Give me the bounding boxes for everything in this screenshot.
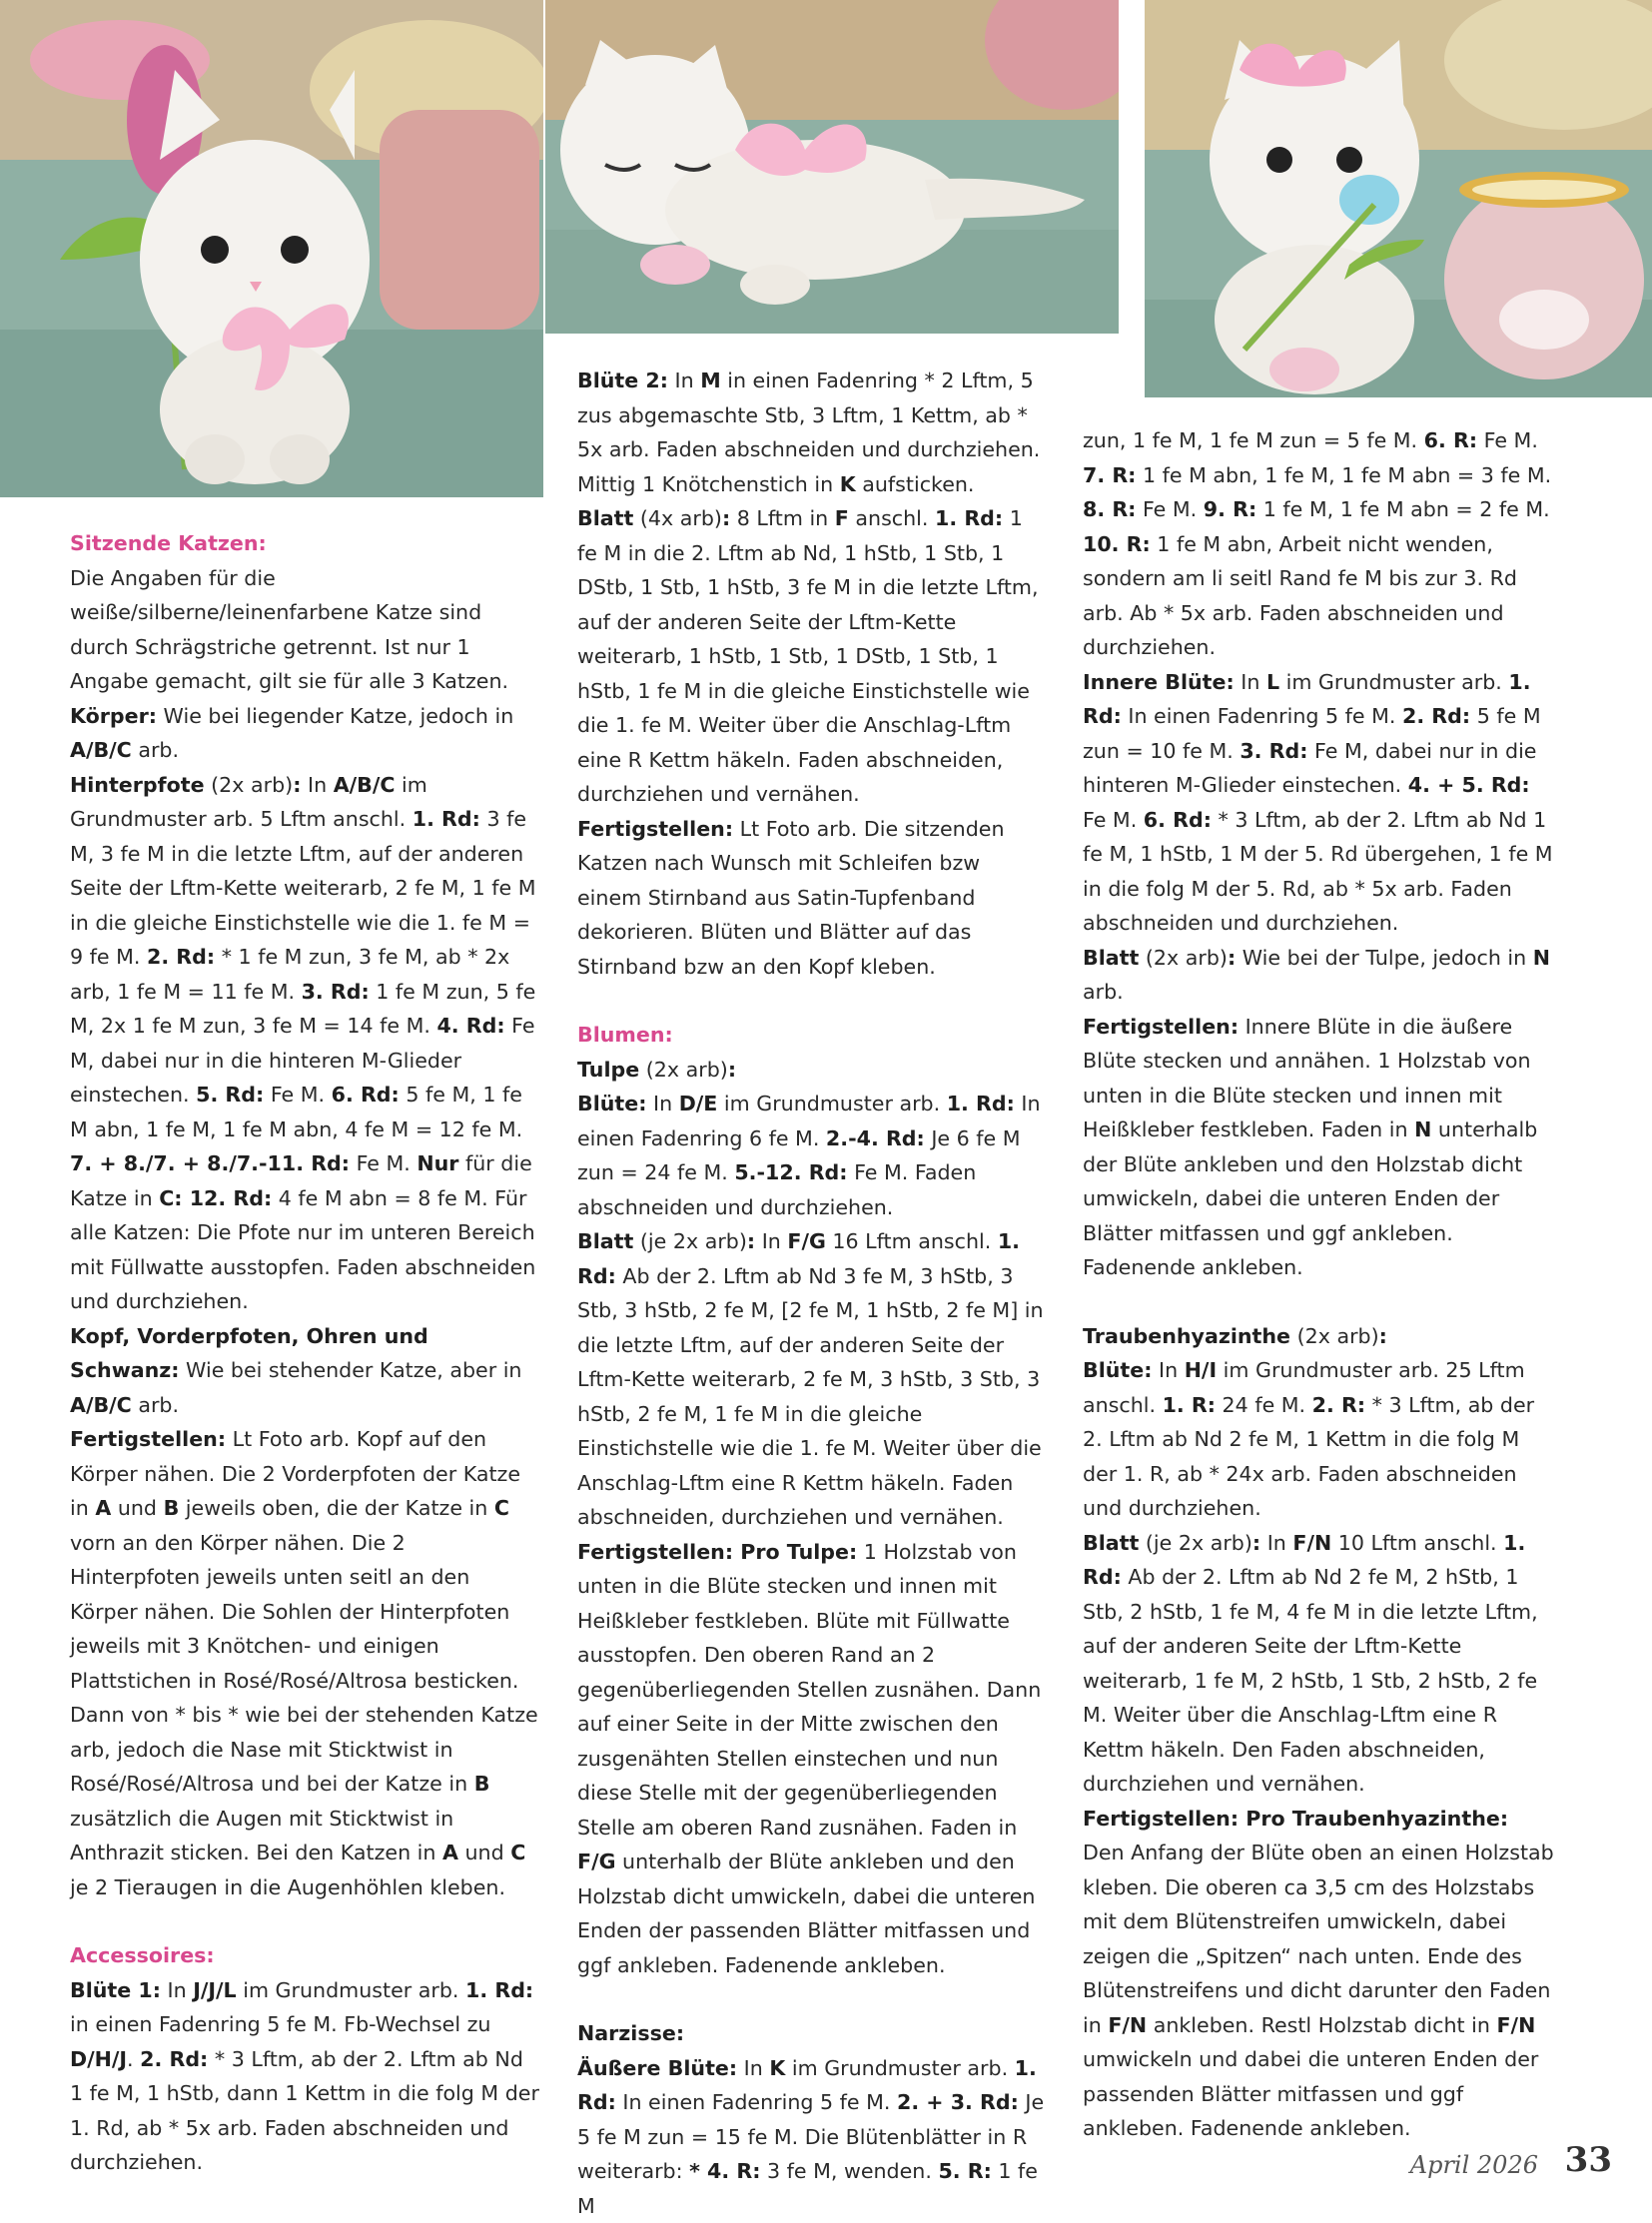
- text-column-3: [1083, 423, 1556, 2146]
- paragraph-aeussere-bluete-cont: zun, 1 fe M, 1 fe M zun = 5 fe M. 6. R: Fe M. 7. R: 1 fe M abn, 1 fe M, 1 fe M abn = 3 fe M. 8. R: Fe M. 9. R: 1 fe M, 1 fe M abn = 2 fe M. 10. R: 1 fe M abn, Arbeit nicht wenden, sondern am li seitl Rand fe M bis zur 3. Rd arb. Ab * 5x arb. Faden abschneiden und durchziehen.: [1083, 423, 1556, 665]
- paragraph-narzisse-blatt: Blatt (2x arb): Wie bei der Tulpe, jedoch in N arb.: [1083, 941, 1556, 1010]
- paragraph-kopf: Kopf, Vorderpfoten, Ohren und Schwanz: Wie bei stehender Katze, aber in A/B/C arb.: [70, 1319, 539, 1423]
- text-column-1: [70, 526, 539, 2180]
- heading-blumen: Blumen:: [577, 1018, 1047, 1053]
- paragraph-tulpe-bluete: Blüte: In D/E im Grundmuster arb. 1. Rd: In einen Fadenring 6 fe M. 2.-4. Rd: Je 6 fe M zun = 24 fe M. 5.-12. Rd: Fe M. Faden abschneiden und durchziehen.: [577, 1087, 1047, 1224]
- heading-tulpe: Tulpe (2x arb):: [577, 1053, 1047, 1088]
- photo-sitting-cat-tulip: [0, 0, 543, 497]
- heading-narzisse: Narzisse:: [577, 2016, 1047, 2051]
- paragraph-narzisse-fertigstellen: Fertigstellen: Innere Blüte in die äußere Blüte stecken und annähen. 1 Holzstab von unten in die Blüte stecken und innen mit Heißkleber festkleben. Faden in N unterhalb der Blüte ankleben und den Holzstab dicht umwickeln, dabei die unteren Enden der Blätter mitfassen und ggf ankleben. Fadenende ankleben.: [1083, 1010, 1556, 1285]
- paragraph-hinterpfote: Hinterpfote (2x arb): In A/B/C im Grundmuster arb. 5 Lftm anschl. 1. Rd: 3 fe M, 3 fe M in die letzte Lftm, auf der anderen Seite der Lftm-Kette weiterarb, 2 fe M, 1 fe M in die gleiche Einstichstelle wie die 1. fe M = 9 fe M. 2. Rd: * 1 fe M zun, 3 fe M, ab * 2x arb, 1 fe M = 11 fe M. 3. Rd: 1 fe M zun, 5 fe M, 2x 1 fe M zun, 3 fe M = 14 fe M. 4. Rd: Fe M, dabei nur in die hinteren M-Glieder einstechen. 5. Rd: Fe M. 6. Rd: 5 fe M, 1 fe M abn, 1 fe M, 1 fe M abn, 4 fe M = 12 fe M. 7. + 8./7. + 8./7.-11. Rd: Fe M. Nur für die Katze in C: 12. Rd: 4 fe M abn = 8 fe M. Für alle Katzen: Die Pfote nur im unteren Bereich mit Füllwatte ausstopfen. Faden abschneiden und durchziehen.: [70, 768, 539, 1319]
- heading-sitzende-katzen: Sitzende Katzen:: [70, 526, 539, 561]
- paragraph-blatt-accessoires: Blatt (4x arb): 8 Lftm in F anschl. 1. Rd: 1 fe M in die 2. Lftm ab Nd, 1 hStb, 1 Stb, 1 DStb, 1 Stb, 1 hStb, 3 fe M in die letzte Lftm, auf der anderen Seite der Lftm-Kette weiterarb, 1 hStb, 1 Stb, 1 DStb, 1 Stb, 1 hStb, 1 fe M in die gleiche Einstichstelle wie die 1. fe M. Weiter über die Anschlag-Lftm eine R Kettm häkeln. Faden abschneiden, durchziehen und vernähen.: [577, 501, 1047, 812]
- paragraph-hyazinthe-bluete: Blüte: In H/I im Grundmuster arb. 25 Lftm anschl. 1. R: 24 fe M. 2. R: * 3 Lftm, ab der 2. Lftm ab Nd 2 fe M, 1 Kettm in die folg M der 1. R, ab * 24x arb. Faden abschneiden und durchziehen.: [1083, 1353, 1556, 1526]
- paragraph-intro: Die Angaben für die weiße/silberne/leinenfarbene Katze sind durch Schrägstriche getrennt. Ist nur 1 Angabe gemacht, gilt sie für alle 3 Katzen.: [70, 561, 539, 699]
- paragraph-hyazinthe-fertigstellen: Fertigstellen: Pro Traubenhyazinthe: Den Anfang der Blüte oben an einen Holzstab kleben. Die oberen ca 3,5 cm des Holzstabs mit dem Blütenstreifen umwickeln, dabei zeigen die „Spitzen“ nach unten. Ende des Blütenstreifens und dicht darunter den Faden in F/N ankleben. Restl Holzstab dicht in F/N umwickeln und dabei die unteren Enden der passenden Blätter mitfassen und ggf ankleben. Fadenende ankleben.: [1083, 1802, 1556, 2146]
- paragraph-bluete-2: Blüte 2: In M in einen Fadenring * 2 Lftm, 5 zus abgemaschte Stb, 3 Lftm, 1 Kettm, ab * 5x arb. Faden abschneiden und durchziehen. Mittig 1 Knötchenstich in K aufsticken.: [577, 364, 1047, 501]
- paragraph-tulpe-fertigstellen: Fertigstellen: Pro Tulpe: 1 Holzstab von unten in die Blüte stecken und innen mit Heißkleber festkleben. Blüte mit Füllwatte ausstopfen. Den oberen Rand an 2 gegenüberliegenden Stellen zusnähen. Dann auf einer Seite in der Mitte zwischen den zusgenähten Stellen einstechen und nun diese Stelle mit der gegenüberliegenden Stelle am oberen Rand zusnähen. Faden in F/G unterhalb der Blüte ankleben und den Holzstab dicht umwickeln, dabei die unteren Enden der passenden Blätter mitfassen und ggf ankleben. Fadenende ankleben.: [577, 1535, 1047, 1983]
- paragraph-tulpe-blatt: Blatt (je 2x arb): In F/G 16 Lftm anschl. 1. Rd: Ab der 2. Lftm ab Nd 3 fe M, 3 hStb, 3 Stb, 3 hStb, 2 fe M, [2 fe M, 1 hStb, 2 fe M] in die letzte Lftm, auf der anderen Seite der Lftm-Kette weiterarb, 2 fe M, 3 hStb, 3 Stb, 3 hStb, 2 fe M, 1 fe M in die gleiche Einstichstelle wie die 1. fe M. Weiter über die Anschlag-Lftm eine R Kettm häkeln. Faden abschneiden, durchziehen und vernähen.: [577, 1224, 1047, 1535]
- paragraph-hyazinthe-blatt: Blatt (je 2x arb): In F/N 10 Lftm anschl. 1. Rd: Ab der 2. Lftm ab Nd 2 fe M, 2 hStb, 1 Stb, 2 hStb, 1 fe M, 4 fe M in die letzte Lftm, auf der anderen Seite der Lftm-Kette weiterarb, 1 fe M, 2 hStb, 1 Stb, 2 hStb, 2 fe M. Weiter über die Anschlag-Lftm eine R Kettm häkeln. Den Faden abschneiden, durchziehen und vernähen.: [1083, 1526, 1556, 1802]
- paragraph-bluete-1: Blüte 1: In J/J/L im Grundmuster arb. 1. Rd: in einen Fadenring 5 fe M. Fb-Wechsel zu D/H/J. 2. Rd: * 3 Lftm, ab der 2. Lftm ab Nd 1 fe M, 1 hStb, dann 1 Kettm in die folg M der 1. Rd, ab * 5x arb. Faden abschneiden und durchziehen.: [70, 1973, 539, 2180]
- paragraph-fertigstellen-accessoires: Fertigstellen: Lt Foto arb. Die sitzenden Katzen nach Wunsch mit Schleifen bzw einem Stirnband aus Satin-Tupfenband dekorieren. Blüten und Blätter auf das Stirnband bzw an den Kopf kleben.: [577, 812, 1047, 985]
- paragraph-innere-bluete: Innere Blüte: In L im Grundmuster arb. 1. Rd: In einen Fadenring 5 fe M. 2. Rd: 5 fe M zun = 10 fe M. 3. Rd: Fe M, dabei nur in die hinteren M-Glieder einstechen. 4. + 5. Rd: Fe M. 6. Rd: * 3 Lftm, ab der 2. Lftm ab Nd 1 fe M, 1 hStb, 1 M der 5. Rd übergehen, 1 fe M in die folg M der 5. Rd, ab * 5x arb. Faden abschneiden und durchziehen.: [1083, 665, 1556, 941]
- photo-lying-cat-bow: [545, 0, 1119, 334]
- heading-traubenhyazinthe: Traubenhyazinthe (2x arb):: [1083, 1319, 1556, 1354]
- paragraph-aeussere-bluete: Äußere Blüte: In K im Grundmuster arb. 1. Rd: In einen Fadenring 5 fe M. 2. + 3. Rd: Je 5 fe M zun = 15 fe M. Die Blütenblätter in R weiterarb: * 4. R: 3 fe M, wenden. 5. R: 1 fe M: [577, 2051, 1047, 2223]
- text-column-2: [577, 364, 1047, 2223]
- paragraph-fertigstellen-katzen: Fertigstellen: Lt Foto arb. Kopf auf den Körper nähen. Die 2 Vorderpfoten der Katze in A und B jeweils oben, die der Katze in C vorn an den Körper nähen. Die 2 Hinterpfoten jeweils unten seitl an den Körper nähen. Die Sohlen der Hinterpfoten jeweils mit 3 Knötchen- und einigen Plattstichen in Rosé/Rosé/Altrosa besticken. Dann von * bis * wie bei der stehenden Katze arb, jedoch die Nase mit Sticktwist in Rosé/Rosé/Altrosa und bei der Katze in B zusätzlich die Augen mit Sticktwist in Anthrazit sticken. Bei den Katzen in A und C je 2 Tieraugen in die Augenhöhlen kleben.: [70, 1422, 539, 1904]
- photo-sitting-cat-hyacinth: [1145, 0, 1652, 397]
- heading-accessoires: Accessoires:: [70, 1938, 539, 1973]
- page-number: 33: [1565, 2140, 1612, 2180]
- paragraph-koerper: Körper: Wie bei liegender Katze, jedoch in A/B/C arb.: [70, 699, 539, 768]
- footer-month: April 2026: [1410, 2151, 1538, 2179]
